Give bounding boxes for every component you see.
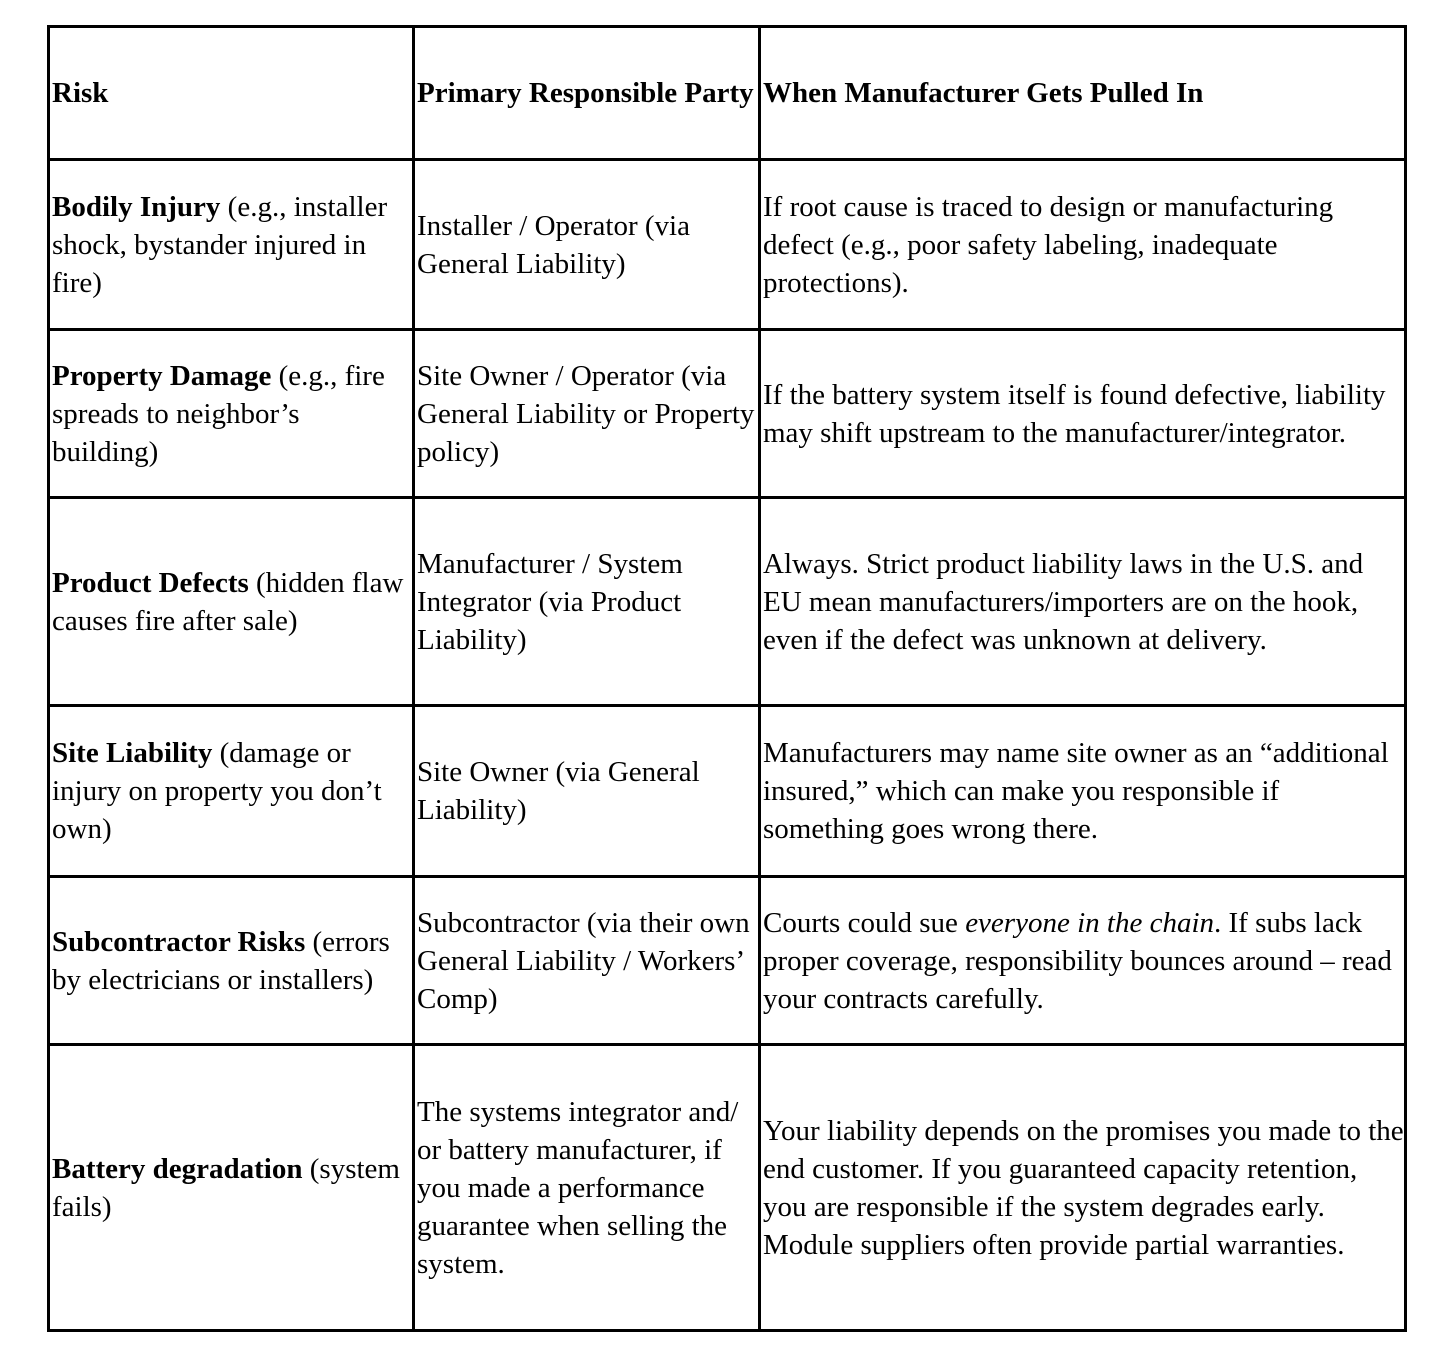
when-text: Always. Strict product liability laws in the U.S. and EU mean manufacturers/importers are on the hook, even if the defect was unknown at delivery. [763,547,1364,656]
header-row [49,27,1406,160]
risk-description: (damage or injury on property you don’t own) [52,737,382,845]
when-cell [760,877,1406,1045]
party-cell: Installer / Operator (via General Liability) [414,160,760,330]
header-when-manufacturer-pulled-in: When Manufacturer Gets Pulled In [760,27,1406,160]
when-text: If root cause is traced to design or manufacturing defect (e.g., poor safety labeling, inadequate protections). [763,190,1334,299]
risk-cell [49,160,414,330]
risk-description: (hidden flaw causes fire after sale) [52,566,404,637]
party-cell: Site Owner (via General Liability) [414,706,760,877]
document [47,25,1407,1332]
when-cell [760,330,1406,498]
party-cell: Site Owner / Operator (via General Liability or Property policy) [414,330,760,498]
risk-description: (errors by electricians or installers) [52,925,390,996]
when-cell [760,160,1406,330]
risk-responsibility-table [47,25,1407,1332]
risk-description: (e.g., fire spreads to neighbor’s building) [52,359,385,468]
party-cell: The systems integrator and/ or battery manufacturer, if you made a performance guarantee when selling the system. [414,1045,760,1331]
risk-cell [49,706,414,877]
when-text: Your liability depends on the promises you made to the end customer. If you guaranteed capacity retention, you are responsible if the system degrades early. Module suppliers often provide partial warranties. [763,1114,1404,1261]
risk-title: Subcontractor Risks [52,925,306,958]
table-row [49,160,1406,330]
header-primary-responsible-party: Primary Responsible Party [414,27,760,160]
risk-cell [49,498,414,706]
risk-title: Product Defects [52,566,249,599]
risk-cell [49,1045,414,1331]
party-cell: Manufacturer / System Integrator (via Product Liability) [414,498,760,706]
risk-title: Site Liability [52,737,213,769]
risk-cell [49,330,414,498]
table-row [49,706,1406,877]
when-emphasis: everyone in the chain [965,906,1214,939]
when-cell [760,706,1406,877]
table-row [49,498,1406,706]
risk-cell [49,877,414,1045]
table-row [49,1045,1406,1331]
table-row [49,877,1406,1045]
header-risk: Risk [49,27,414,160]
risk-description: (e.g., installer shock, bystander injured in fire) [52,190,388,299]
when-text: Manufacturers may name site owner as an “additional insured,” which can make you responsible if something goes wrong there. [763,737,1389,845]
risk-title: Battery degradation [52,1152,303,1185]
when-text: Courts could sue [763,906,966,939]
table-row [49,330,1406,498]
when-text-after: . If subs lack proper coverage, responsibility bounces around – read your contracts carefully. [763,906,1392,1015]
when-cell [760,498,1406,706]
party-cell: Subcontractor (via their own General Liability / Workers’ Comp) [414,877,760,1045]
when-cell [760,1045,1406,1331]
when-text: If the battery system itself is found defective, liability may shift upstream to the manufacturer/integrator. [763,378,1386,449]
risk-title: Bodily Injury [52,190,221,223]
risk-title: Property Damage [52,359,272,392]
risk-description: (system fails) [52,1152,400,1223]
